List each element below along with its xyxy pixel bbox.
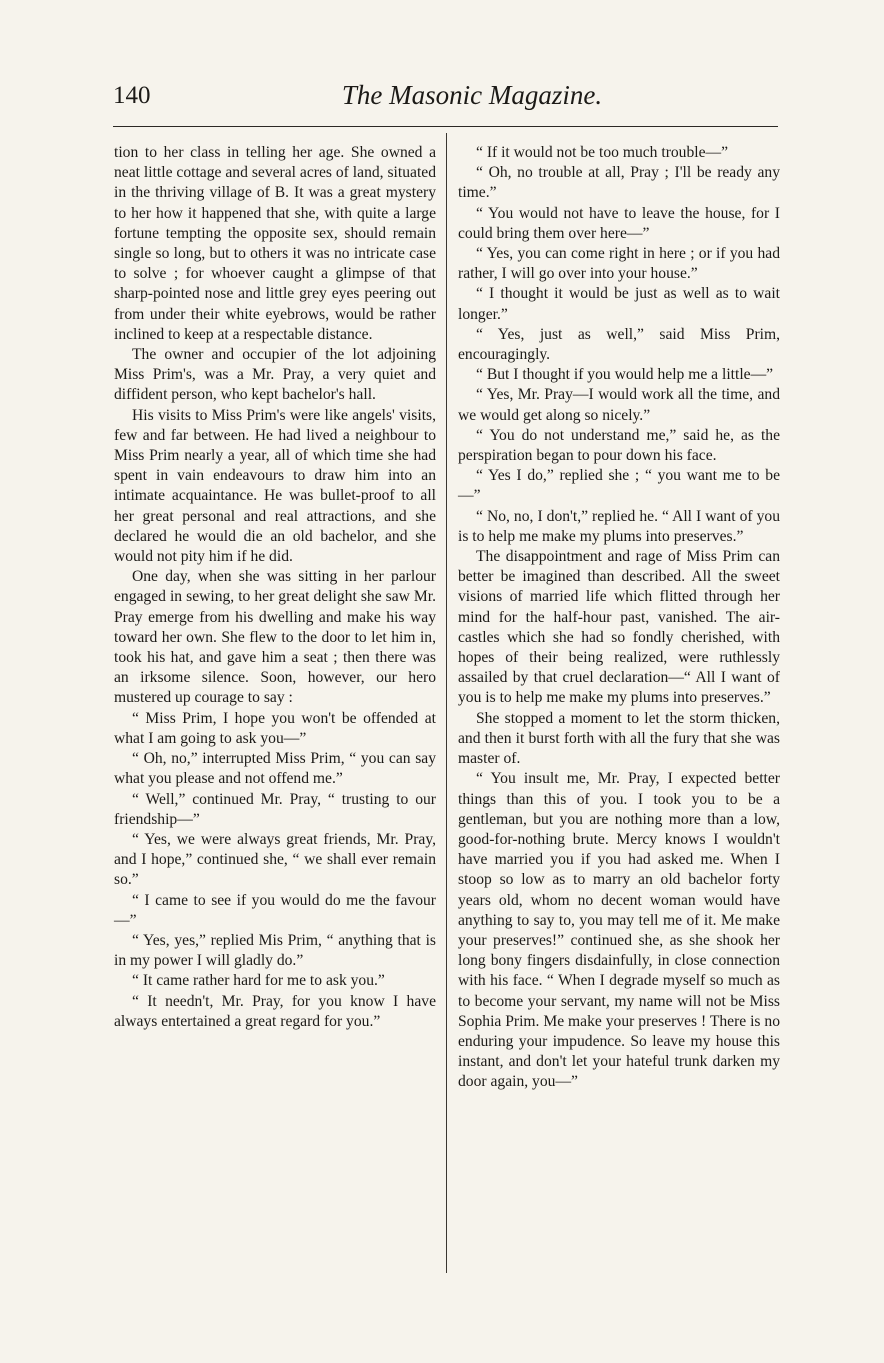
paragraph: “ No, no, I don't,” replied he. “ All I want of you is to help me make my plums into preserves.” (458, 507, 780, 545)
column-divider (446, 133, 447, 1273)
paragraph: One day, when she was sitting in her parlour engaged in sewing, to her great delight she saw Mr. Pray emerge from his dwelling and make his way toward her own. She flew to the door to let him in, took his hat, and gave him a seat ; then there was an irksome silence. Soon, however, our hero mustered up courage to say : (114, 568, 436, 707)
paragraph: “ You do not understand me,” said he, as the perspiration began to pour down his face. (458, 426, 780, 465)
paragraph: “ If it would not be too much trouble—” (476, 144, 729, 161)
right-column (458, 143, 780, 1093)
paragraph: “ Yes, we were always great friends, Mr. Pray, and I hope,” continued she, “ we shall ever remain so.” (114, 830, 436, 889)
paragraph: “ It needn't, Mr. Pray, for you know I have always entertained a great regard for you.” (114, 992, 436, 1030)
paragraph: “ I thought it would be just as well as to wait longer.” (458, 285, 780, 323)
paragraph: “ But I thought if you would help me a little—” (476, 366, 774, 384)
paragraph: “ I came to see if you would do me the favour—” (114, 891, 436, 929)
page-number: 140 (113, 82, 151, 109)
paragraph: “ Yes, just as well,” said Miss Prim, encouragingly. (458, 325, 780, 364)
header-rule (113, 126, 778, 127)
paragraph: She stopped a moment to let the storm thicken, and then it burst forth with all the fury that she was master of. (458, 709, 780, 768)
paragraph: The owner and occupier of the lot adjoining Miss Prim's, was a Mr. Pray, a very quiet and diffident person, who kept bachelor's hall. (114, 346, 436, 404)
paragraph: “ Oh, no,” interrupted Miss Prim, “ you can say what you please and not offend me.” (114, 750, 436, 788)
paragraph: “ Oh, no trouble at all, Pray ; I'll be ready any time.” (458, 164, 780, 202)
paragraph: tion to her class in telling her age. She owned a neat little cottage and several acres of land, situated in the thriving village of B. It was a great mystery to her how it happened that she, with quite a large fortune tempting the opposite sex, should remain single so long, but to others it was no intricate case to solve ; for whoever caught a glimpse of that sharp-pointed nose and little grey eyes peering out from under their white eyebrows, would be rather inclined to keep at a respectable distance. (114, 144, 436, 343)
left-column (114, 143, 436, 1032)
paragraph: His visits to Miss Prim's were like angels' visits, few and far between. He had lived a neighbour to Miss Prim nearly a year, all of which time she had spent in vain endeavours to draw him into an intimate acquaintance. He was bullet-proof to all her great personal and real attractions, and she declared he would die an old bachelor, and she would not pity him if he did. (114, 406, 436, 566)
paragraph: “ You insult me, Mr. Pray, I expected better things than this of you. I took you to be a gentleman, but you are nothing more than a low, good-for-nothing brute. Mercy knows I wouldn't have married you if you had asked me. When I stoop so low as to marry an old bachelor forty years old, whom no decent woman would have anything to say to, you may tell me of it. Me make your preserves!” continued she, as she shook her long bony fingers disdainfully, in close connection with his face. “ When I degrade myself so much as to become your servant, my name will not be Miss Sophia Prim. Me make your preserves ! There is no enduring your impudence. So leave my house this instant, and don't let your hateful trunk darken my door again, you—” (458, 770, 780, 1091)
paragraph: “ It came rather hard for me to ask you.” (132, 972, 385, 990)
paragraph: “ Yes I do,” replied she ; “ you want me to be—” (458, 467, 780, 505)
paragraph: “ You would not have to leave the house, for I could bring them over here—” (458, 204, 780, 242)
paragraph: “ Yes, yes,” replied Mis Prim, “ anything that is in my power I will gladly do.” (114, 931, 436, 970)
paragraph: “ Yes, Mr. Pray—I would work all the time, and we would get along so nicely.” (458, 386, 780, 424)
paragraph: The disappointment and rage of Miss Prim can better be imagined than described. All the sweet visions of married life which flitted through her mind for the half-hour past, vanished. The air-castles which she had so fondly cherished, with hopes of their being realized, were ruthlessly assailed by that cruel declaration—“ All I want of you is to help me make my plums into preserves.” (458, 548, 780, 707)
paragraph: “ Well,” continued Mr. Pray, “ trusting to our friendship—” (114, 790, 436, 828)
paragraph: “ Yes, you can come right in here ; or if you had rather, I will go over into your house.” (458, 245, 780, 283)
paragraph: “ Miss Prim, I hope you won't be offended at what I am going to ask you—” (114, 709, 436, 747)
running-title: The Masonic Magazine. (341, 80, 603, 110)
